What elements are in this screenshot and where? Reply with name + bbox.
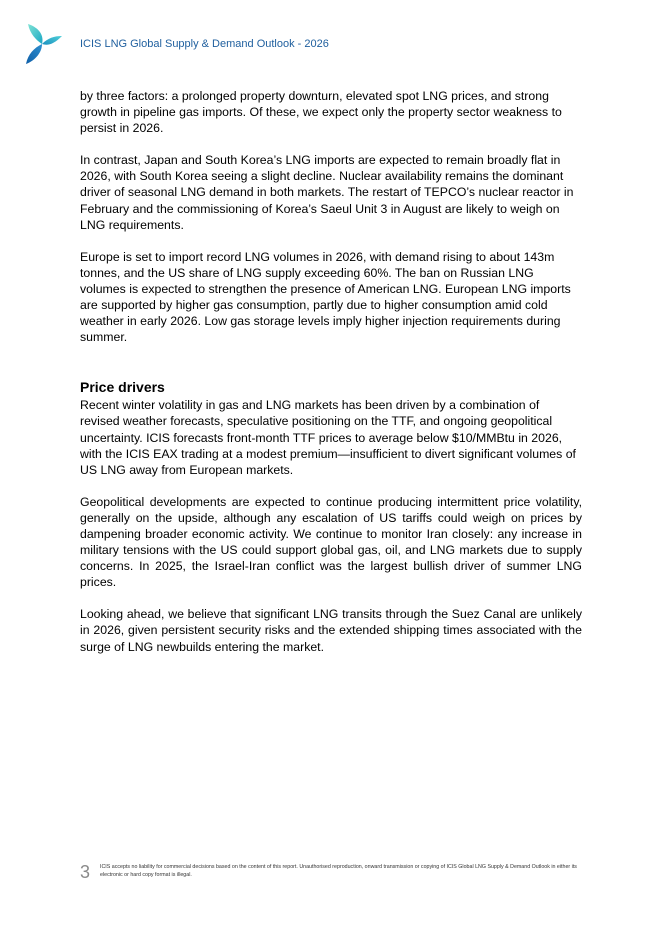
icis-logo-icon [22,22,64,66]
main-content [80,88,582,671]
body-paragraph: Looking ahead, we believe that significant LNG transits through the Suez Canal are unlikely in 2026, given persistent security risks and the extended shipping times associated with the surge of LNG newbuilds entering the market. [80,607,582,654]
body-paragraph: by three factors: a prolonged property downturn, elevated spot LNG prices, and strong growth in pipeline gas imports. Of these, we expect only the property sector weakness to persist in 2026. [80,89,562,136]
body-paragraph: In contrast, Japan and South Korea’s LNG imports are expected to remain broadly flat in 2026, with South Korea seeing a slight decline. Nuclear availability remains the dominant driver of seasonal LNG demand in both markets. The restart of TEPCO’s nuclear reactor in February and the commissioning of Korea’s Saeul Unit 3 in August are likely to weigh on LNG requirements. [80,153,574,232]
body-paragraph: Europe is set to import record LNG volumes in 2026, with demand rising to about 143m tonnes, and the US share of LNG supply exceeding 60%. The ban on Russian LNG volumes is expected to strengthen the presence of American LNG. European LNG imports are supported by higher gas consumption, partly due to higher consumption amid cold weather in early 2026. Low gas storage levels imply higher injection requirements during summer. [80,249,571,345]
page-header [0,0,662,70]
page-number: 3 [80,862,91,882]
body-paragraph: Geopolitical developments are expected to continue producing intermittent price volatility, generally on the upside, although any escalation of US tariffs could weigh on prices by dampening broader economic activity. We continue to monitor Iran closely: any increase in military tensions with the US could support global gas, oil, and LNG markets due to supply concerns. In 2025, the Israel-Iran conflict was the largest bullish driver of summer LNG prices. [80,494,582,590]
legal-disclaimer: ICIS accepts no liability for commercial decisions based on the content of this report. Unauthorised reproduction, onward transmission or copying of ICIS Global LNG Supply & Demand Outlook in either its electronic or hard copy format is illegal. [100,864,577,878]
body-paragraph: Recent winter volatility in gas and LNG markets has been driven by a combination of revised weather forecasts, speculative positioning on the TTF, and ongoing geopolitical uncertainty. ICIS forecasts front-month TTF prices to average below $10/MMBtu in 2026, with the ICIS EAX trading at a modest premium—insufficient to divert significant volumes of US LNG away from European markets. [80,398,576,477]
report-header-title: ICIS LNG Global Supply & Demand Outlook - 2026 [80,38,329,50]
section-heading-price-drivers: Price drivers [80,379,165,396]
